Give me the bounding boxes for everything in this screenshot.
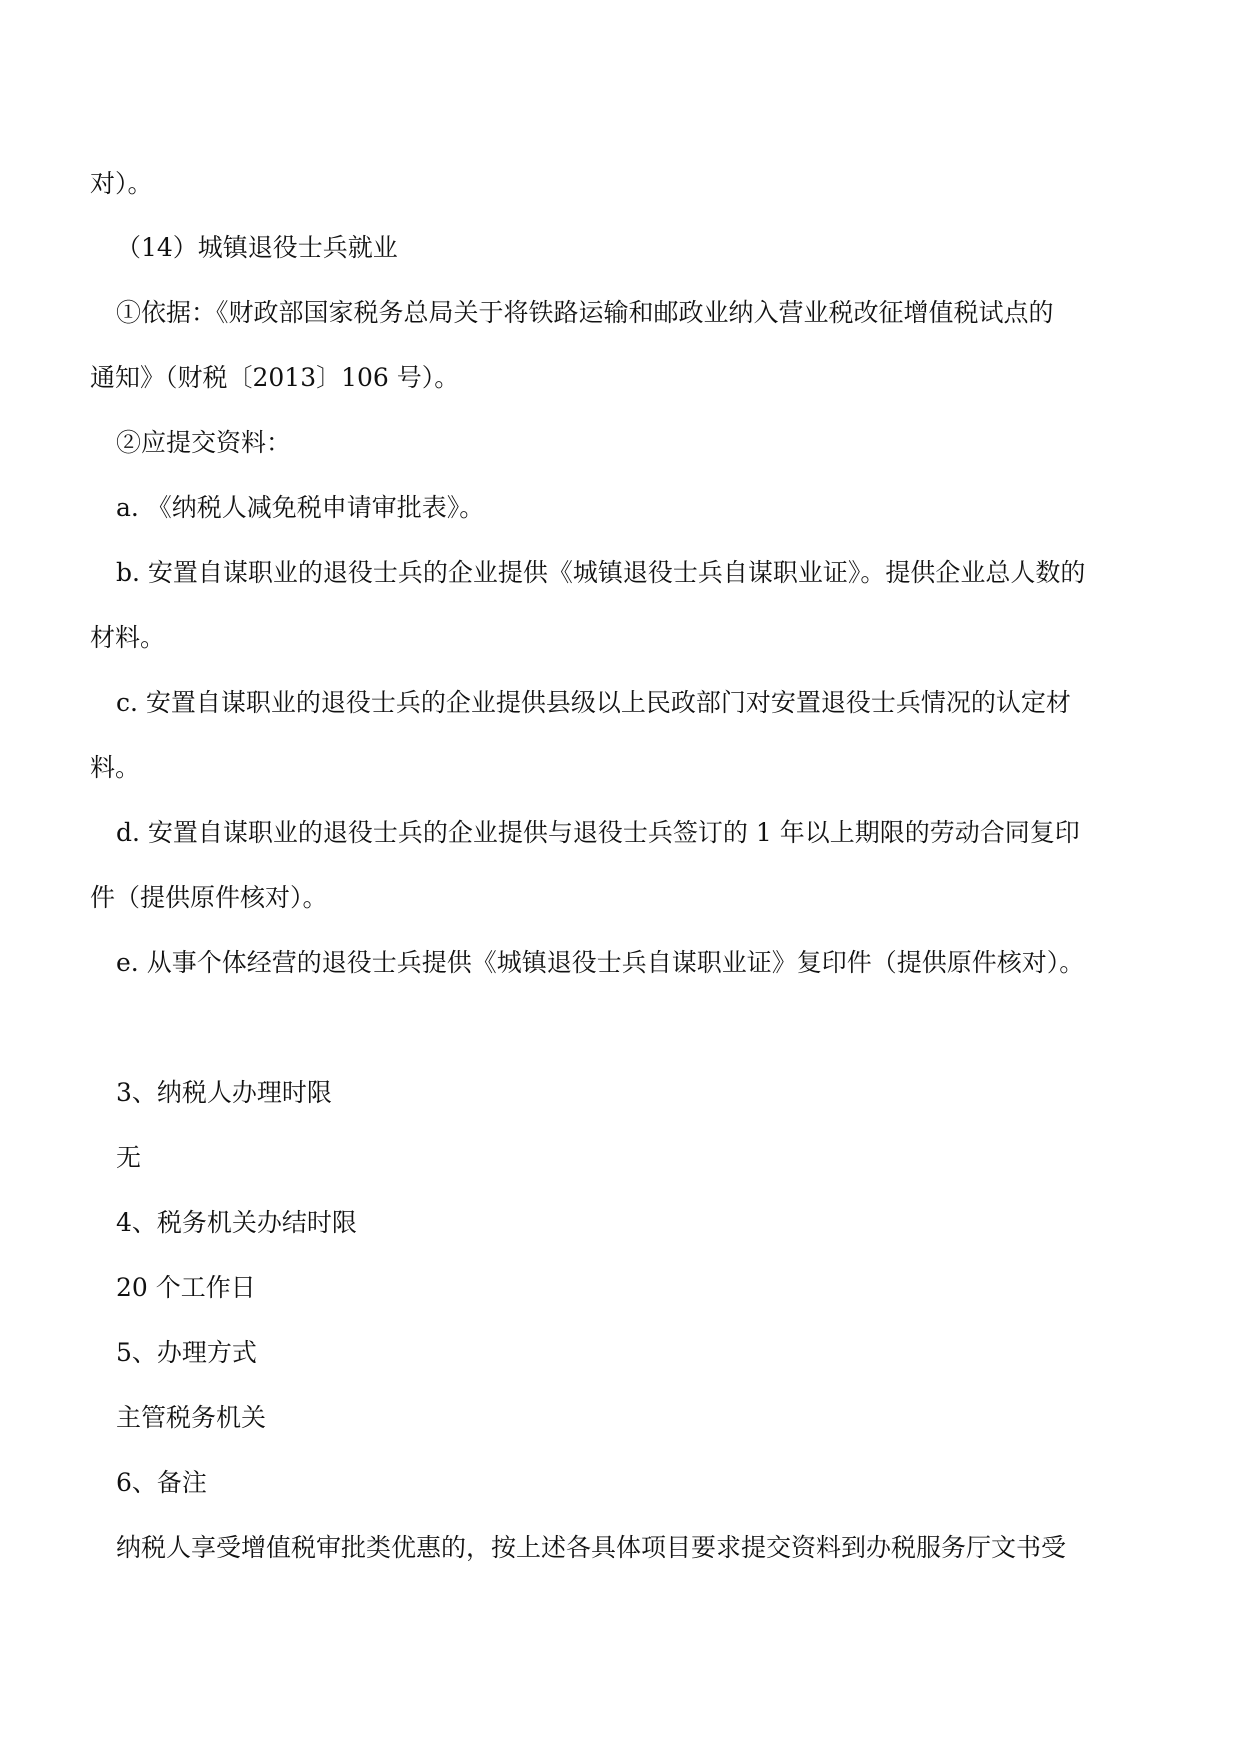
text-line: 通知》（财税〔2013〕106 号）。 [90, 363, 460, 392]
text-line: e. 从事个体经营的退役士兵提供《城镇退役士兵自谋职业证》复印件（提供原件核对）。 [116, 948, 1085, 977]
text-line: 主管税务机关 [116, 1403, 267, 1432]
text-line: ①依据：《财政部国家税务总局关于将铁路运输和邮政业纳入营业税改征增值税试点的 [116, 298, 1054, 327]
text-line: 件（提供原件核对）。 [90, 883, 328, 912]
text-line: c. 安置自谋职业的退役士兵的企业提供县级以上民政部门对安置退役士兵情况的认定材 [116, 688, 1071, 717]
text-line: 20 个工作日 [116, 1273, 256, 1302]
text-line: 对）。 [90, 169, 153, 198]
section-heading: 5、办理方式 [116, 1338, 257, 1367]
text-line: d. 安置自谋职业的退役士兵的企业提供与退役士兵签订的 1 年以上期限的劳动合同复印 [116, 818, 1080, 847]
text-line: 材料。 [90, 623, 166, 652]
text-line: ②应提交资料： [116, 428, 292, 457]
text-line: 纳税人享受增值税审批类优惠的，按上述各具体项目要求提交资料到办税服务厅文书受 [116, 1533, 1067, 1562]
text-line: 料。 [90, 753, 141, 782]
text-line: 无 [116, 1143, 142, 1172]
section-heading: （14）城镇退役士兵就业 [116, 233, 398, 262]
text-line: b. 安置自谋职业的退役士兵的企业提供《城镇退役士兵自谋职业证》。提供企业总人数的 [116, 558, 1086, 587]
text-line: a. 《纳税人减免税申请审批表》。 [116, 493, 485, 522]
section-heading: 6、备注 [116, 1468, 207, 1497]
section-heading: 3、纳税人办理时限 [116, 1078, 332, 1107]
section-heading: 4、税务机关办结时限 [116, 1208, 357, 1237]
